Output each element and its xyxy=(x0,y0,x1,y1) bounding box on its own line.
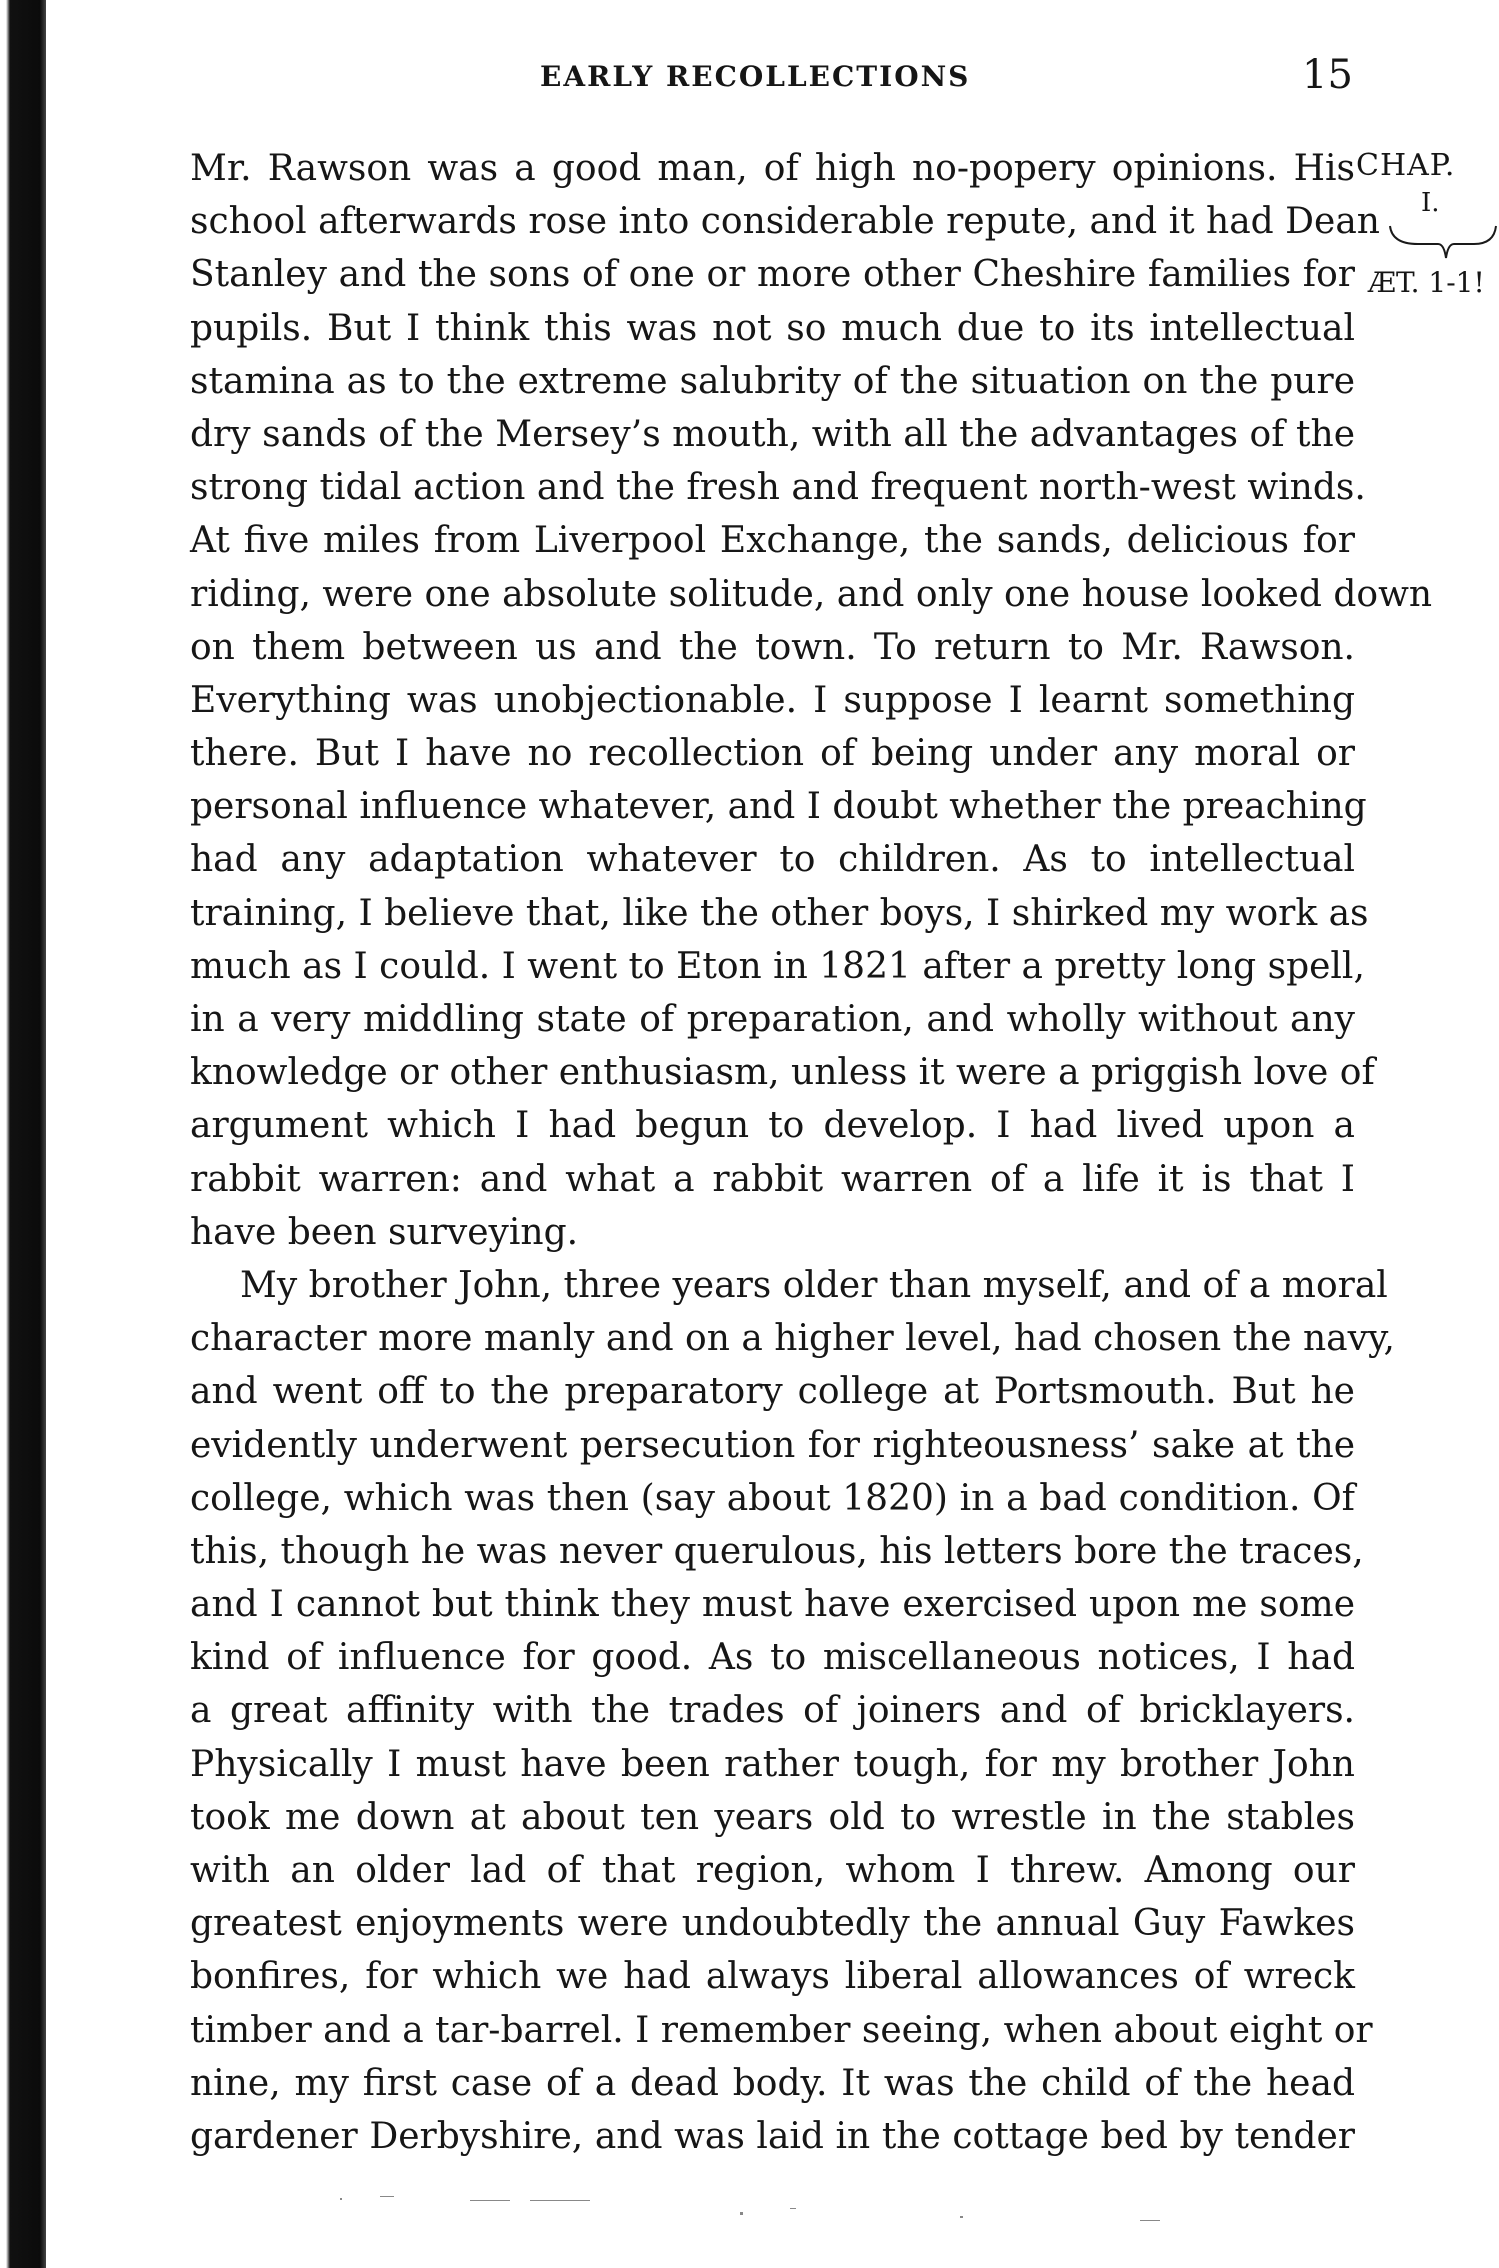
text-line: character more manly and on a higher level, had chosen the navy, xyxy=(190,1318,1395,1360)
text-line: nine, my first case of a dead body. It was the child of the head xyxy=(190,2062,1355,2104)
text-line: much as I could. I went to Eton in 1821 after a pretty long spell, xyxy=(190,945,1365,987)
text-line: dry sands of the Mersey’s mouth, with all the advantages of the xyxy=(190,413,1355,455)
text-line: rabbit warren: and what a rabbit warren of a life it is that I xyxy=(190,1158,1355,1200)
text-line: and went off to the preparatory college at Portsmouth. But he xyxy=(190,1371,1355,1413)
running-title: EARLY RECOLLECTIONS xyxy=(540,60,971,93)
text-line: this, though he was never querulous, his letters bore the traces, xyxy=(190,1530,1364,1572)
text-line: At five miles from Liverpool Exchange, the sands, delicious for xyxy=(190,520,1355,562)
text-line: a great affinity with the trades of joiners and of bricklayers. xyxy=(190,1690,1355,1732)
text-line: personal influence whatever, and I doubt whether the preaching xyxy=(190,786,1367,828)
text-line: Physically I must have been rather tough, for my brother John xyxy=(190,1743,1355,1785)
chapter-label: CHAP. xyxy=(1356,148,1456,183)
text-line: greatest enjoyments were undoubtedly the annual Guy Fawkes xyxy=(190,1903,1355,1945)
text-line: argument which I had begun to develop. I had lived upon a xyxy=(190,1105,1355,1147)
age-note: ÆT. 1-1! xyxy=(1368,266,1485,299)
text-line: gardener Derbyshire, and was laid in the cottage bed by tender xyxy=(190,2115,1355,2157)
text-line: Mr. Rawson was a good man, of high no-popery opinions. His xyxy=(190,148,1355,189)
text-line: riding, were one absolute solitude, and only one house looked down xyxy=(190,573,1433,615)
text-line: there. But I have no recollection of being under any moral or xyxy=(190,733,1355,775)
text-line: training, I believe that, like the other boys, I shirked my work as xyxy=(190,892,1369,934)
text-line: with an older lad of that region, whom I threw. Among our xyxy=(190,1850,1355,1891)
print-specks xyxy=(320,2190,1220,2230)
text-line: bonfires, for which we had always liberal allowances of wreck xyxy=(190,1956,1355,1998)
text-line: Everything was unobjectionable. I suppose I learnt something xyxy=(190,679,1355,721)
text-line: knowledge or other enthusiasm, unless it were a priggish love of xyxy=(190,1052,1375,1094)
text-line: Stanley and the sons of one or more other Cheshire families for xyxy=(190,254,1355,296)
text-line: in a very middling state of preparation, and wholly without any xyxy=(190,999,1355,1040)
text-line: and I cannot but think they must have exercised upon me some xyxy=(190,1584,1355,1626)
text-line: school afterwards rose into considerable repute, and it had Dean xyxy=(190,201,1380,243)
text-line: evidently underwent persecution for righteousness’ sake at the xyxy=(190,1424,1355,1466)
brace-mark xyxy=(1388,222,1498,262)
text-line: have been surveying. xyxy=(190,1211,579,1253)
text-line: timber and a tar-barrel. I remember seeing, when about eight or xyxy=(190,2009,1373,2051)
text-line: on them between us and the town. To return to Mr. Rawson. xyxy=(190,626,1355,668)
text-line: college, which was then (say about 1820) in a bad condition. Of xyxy=(190,1477,1355,1519)
page-number: 15 xyxy=(1302,52,1353,98)
text-line: pupils. But I think this was not so much due to its intellectual xyxy=(190,307,1355,349)
text-line: had any adaptation whatever to children. As to intellectual xyxy=(190,839,1355,881)
text-line: My brother John, three years older than myself, and of a moral xyxy=(240,1264,1388,1306)
text-line: took me down at about ten years old to wrestle in the stables xyxy=(190,1796,1355,1838)
text-line: stamina as to the extreme salubrity of the situation on the pure xyxy=(190,360,1355,402)
text-line: strong tidal action and the fresh and frequent north-west winds. xyxy=(190,467,1366,509)
chapter-number: I. xyxy=(1421,188,1440,218)
book-spine-shadow xyxy=(0,0,46,2268)
text-line: kind of influence for good. As to miscellaneous notices, I had xyxy=(190,1637,1355,1679)
